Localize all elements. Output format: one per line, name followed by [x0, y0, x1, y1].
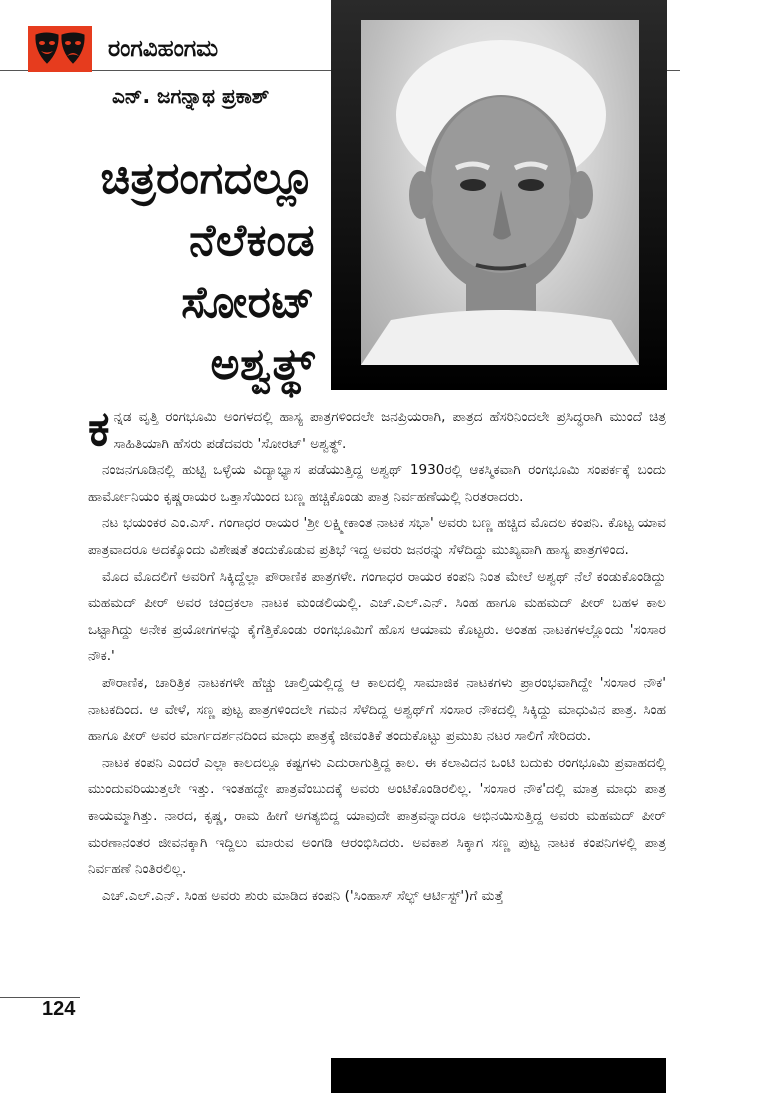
title-line: ನೆಲೆಕಂಡ	[189, 215, 315, 266]
paragraph: ಎಚ್.ಎಲ್.ಎನ್. ಸಿಂಹ ಅವರು ಶುರು ಮಾಡಿದ ಕಂಪನಿ ('ಸಿಂಹಾಸ್ ಸೆಲ್ಫ್ ಆರ್ಟಿಸ್ಟ್')ಗೆ ಮತ್ತೆ	[102, 887, 504, 904]
paragraph: ಮೊದ ಮೊದಲಿಗೆ ಅವರಿಗೆ ಸಿಕ್ಕಿದ್ದೆಲ್ಲಾ ಪೌರಾಣಿಕ ಪಾತ್ರಗಳೇ. ಗಂಗಾಧರ ರಾಯರ ಕಂಪನಿ ನಿಂತ ಮೇಲೆ ಅಶ್ವಥ್ ನೆಲೆ ಕಂಡುಕೊಂಡಿದ್ದು ಮಹಮದ್ ಪೀರ್ ಅವರ ಚಂದ್ರಕಲಾ ನಾಟಕ ಮಂಡಲಿಯಲ್ಲಿ. ಎಚ್.ಎಲ್.ಎನ್. ಸಿಂಹ ಹಾಗೂ ಮಹಮದ್ ಪೀರ್ ಬಹಳ ಕಾಲ ಒಟ್ಟಾಗಿದ್ದು ಅನೇಕ ಪ್ರಯೋಗಗಳನ್ನು ಕೈಗೆತ್ತಿಕೊಂಡು ರಂಗಭೂಮಿಗೆ ಹೊಸ ಆಯಾಮ ಕೊಟ್ಟರು. ಅಂತಹ ನಾಟಕಗಳಲ್ಲೊಂದು 'ಸಂಸಾರ ನೌಕ.'	[88, 568, 666, 665]
title-line: ಅಶ್ವತ್ಥ್	[210, 339, 315, 390]
page-number: 124	[42, 998, 76, 1020]
title-line: ಚಿತ್ರರಂಗದಲ್ಲೂ	[100, 153, 315, 204]
section-title: ರಂಗವಿಹಂಗಮ	[108, 36, 219, 62]
article-body	[88, 401, 666, 909]
paragraph: ನಟ ಭಯಂಕರ ಎಂ.ಎಸ್. ಗಂಗಾಧರ ರಾಯರ 'ಶ್ರೀ ಲಕ್ಷ್ಮೀಕಾಂತ ನಾಟಕ ಸಭಾ' ಅವರು ಬಣ್ಣ ಹಚ್ಚಿದ ಮೊದಲ ಕಂಪನಿ. ಕೊಟ್ಟ ಯಾವ ಪಾತ್ರವಾದರೂ ಅದಕ್ಕೊಂದು ವಿಶೇಷತೆ ತಂದುಕೊಡುವ ಪ್ರತಿಭೆ ಇದ್ದ ಅವರು ಜನರನ್ನು ಸೆಳೆದಿದ್ದು ಮುಖ್ಯವಾಗಿ ಹಾಸ್ಯ ಪಾತ್ರಗಳಿಂದ.	[88, 515, 666, 558]
portrait-photo	[361, 20, 639, 365]
paragraph: ನಂಜನಗೂಡಿನಲ್ಲಿ ಹುಟ್ಟಿ ಒಳ್ಳೆಯ ವಿದ್ಯಾಭ್ಯಾಸ ಪಡೆಯುತ್ತಿದ್ದ ಅಶ್ವಥ್ 1930ರಲ್ಲಿ ಆಕಸ್ಮಿಕವಾಗಿ ರಂಗಭೂಮಿ ಸಂಪರ್ಕಕ್ಕೆ ಬಂದು ಹಾರ್ಮೋನಿಯಂ ಕೃಷ್ಣರಾಯರ ಒತ್ತಾಸೆಯಿಂದ ಬಣ್ಣ ಹಚ್ಚಿಕೊಂಡು ಪಾತ್ರ ನಿರ್ವಹಣೆಯಲ್ಲಿ ನಿರತರಾದರು.	[88, 462, 666, 505]
article-title	[100, 148, 315, 396]
author-name: ಎನ್. ಜಗನ್ನಾಥ ಪ್ರಕಾಶ್	[112, 84, 270, 108]
paragraph: ಪೌರಾಣಿಕ, ಚಾರಿತ್ರಿಕ ನಾಟಕಗಳೇ ಹೆಚ್ಚು ಚಾಲ್ತಿಯಲ್ಲಿದ್ದ ಆ ಕಾಲದಲ್ಲಿ ಸಾಮಾಜಿಕ ನಾಟಕಗಳು ಪ್ರಾರಂಭವಾಗಿದ್ದೇ 'ಸಂಸಾರ ನೌಕ' ನಾಟಕದಿಂದ. ಆ ವೇಳೆ, ಸಣ್ಣ ಪುಟ್ಟ ಪಾತ್ರಗಳಿಂದಲೇ ಗಮನ ಸೆಳೆದಿದ್ದ ಅಶ್ವಥ್‌ಗೆ ಸಂಸಾರ ನೌಕದಲ್ಲಿ ಸಿಕ್ಕಿದ್ದು ಮಾಧುವಿನ ಪಾತ್ರ. ಸಿಂಹ ಹಾಗೂ ಪೀರ್ ಅವರ ಮಾರ್ಗದರ್ಶನದಿಂದ ಮಾಧು ಪಾತ್ರಕ್ಕೆ ಜೀವಂತಿಕೆ ತಂದುಕೊಟ್ಟು ಪ್ರಮುಖ ನಟರ ಸಾಲಿಗೆ ಸೇರಿದರು.	[88, 674, 666, 745]
paragraph-text: ನ್ನಡ ವೃತ್ತಿ ರಂಗಭೂಮಿ ಅಂಗಳದಲ್ಲಿ ಹಾಸ್ಯ ಪಾತ್ರಗಳಿಂದಲೇ ಜನಪ್ರಿಯರಾಗಿ, ಪಾತ್ರದ ಹೆಸರಿನಿಂದಲೇ ಪ್ರಸಿದ್ಧರಾಗಿ ಮುಂದೆ ಚಿತ್ರ ಸಾಹಿತಿಯಾಗಿ ಹೆಸರು ಪಡೆದವರು 'ಸೋರಟ್' ಅಶ್ವತ್ಥ್.	[113, 409, 666, 452]
portrait-frame	[331, 0, 667, 390]
drop-cap: ಕ	[88, 401, 110, 457]
title-line: ಸೋರಟ್	[181, 277, 315, 328]
footer-bar	[331, 1058, 666, 1093]
paragraph: ನಾಟಕ ಕಂಪನಿ ಎಂದರೆ ಎಲ್ಲಾ ಕಾಲದಲ್ಲೂ ಕಷ್ಟಗಳು ಎದುರಾಗುತ್ತಿದ್ದ ಕಾಲ. ಈ ಕಲಾವಿದನ ಒಂಟಿ ಬದುಕು ರಂಗಭೂಮಿ ಪ್ರವಾಹದಲ್ಲಿ ಮುಂದುವರಿಯುತ್ತಲೇ ಇತ್ತು. ಇಂತಹದ್ದೇ ಪಾತ್ರವೆಂಬುದಕ್ಕೆ ಅವರು ಅಂಟಿಕೊಂಡಿರಲಿಲ್ಲ. 'ಸಂಸಾರ ನೌಕ'ದಲ್ಲಿ ಮಾತ್ರ ಮಾಧು ಪಾತ್ರ ಕಾಯಮ್ಮಾಗಿತ್ತು. ನಾರದ, ಕೃಷ್ಣ, ರಾಮ ಹೀಗೆ ಅಗತ್ಯಬಿದ್ದ ಯಾವುದೇ ಪಾತ್ರವನ್ನಾದರೂ ಅಭಿನಯಿಸುತ್ತಿದ್ದ ಅವರು ಮಹಮದ್ ಪೀರ್ ಮರಣಾನಂತರ ಜೀವನಕ್ಕಾಗಿ ಇದ್ದಿಲು ಮಾರುವ ಅಂಗಡಿ ಆರಂಭಿಸಿದರು. ಅವಕಾಶ ಸಿಕ್ಕಾಗ ಸಣ್ಣ ಪುಟ್ಟ ನಾಟಕ ಕಂಪನಿಗಳಲ್ಲಿ ಪಾತ್ರ ನಿರ್ವಹಣೆ ನಿಂತಿರಲಿಲ್ಲ.	[88, 754, 666, 878]
paragraph	[88, 401, 666, 457]
theatre-masks-icon	[28, 26, 92, 72]
